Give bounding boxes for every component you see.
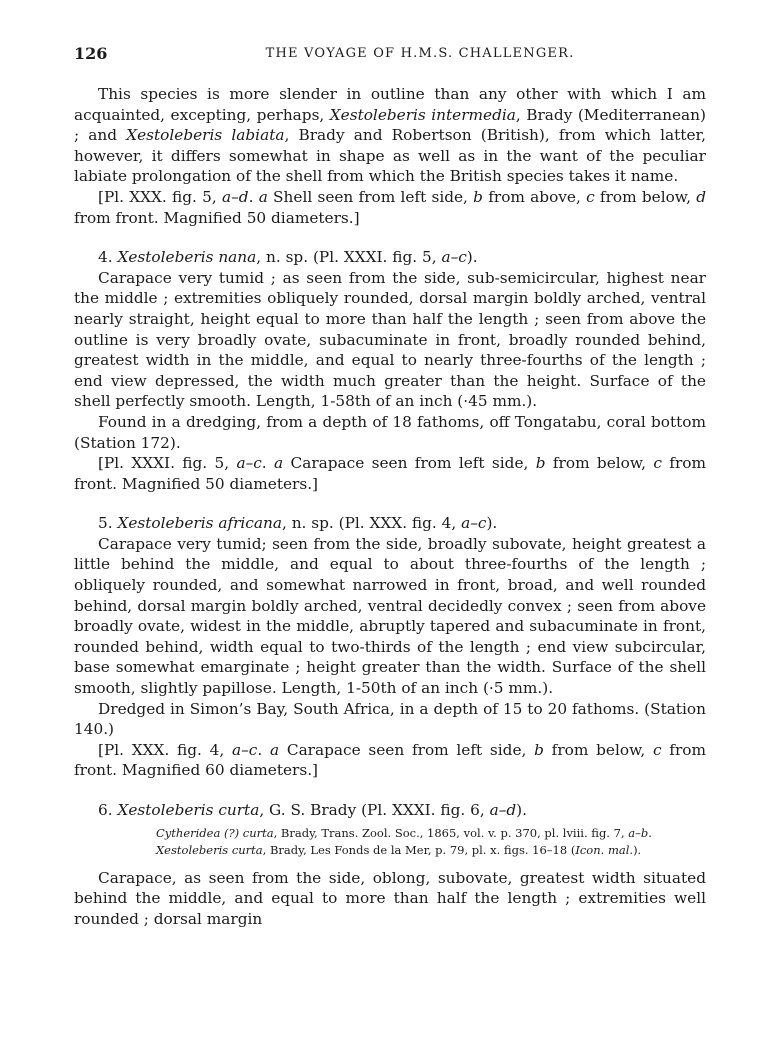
species-5-heading: 5. Xestoleberis africana, n. sp. (Pl. XXX. fig. 4, a–c). [98, 514, 498, 533]
species-5-description: Carapace very tumid; seen from the side, broadly subovate, height greatest a little behind the middle, and equal to about three-fourths of the length ; obliquely rounded, and somewhat narrowed in front, broad, and well rounded behind, dorsal margin boldly arched, ventral decidedly convex ; seen from above broadly ovate, widest in the middle, abruptly tapered and subacuminate in front, rounded behind, width equal to two-thirds of the length ; end view subcircular, base somewhat emarginate ; height greater than the width. Surface of the shell smooth, slightly papillose. Length, 1-50th of an inch (·5 mm.). [74, 534, 706, 698]
running-header [74, 44, 706, 68]
synonymy-line-1: Cytheridea (?) curta, Brady, Trans. Zool. Soc., 1865, vol. v. p. 370, pl. lviii. fig. 7, a–b. [156, 825, 652, 840]
plate-reference-species-5: [Pl. XXX. fig. 4, a–c. a Carapace seen from left side, b from below, c from front. Magnified 60 diameters.] [74, 740, 706, 780]
species-6-description: Carapace, as seen from the side, oblong, subovate, greatest width situated behind the middle, and equal to more than half the length ; extremities well rounded ; dorsal margin [74, 868, 706, 928]
species-4-heading: 4. Xestoleberis nana, n. sp. (Pl. XXXI. fig. 5, a–c). [98, 248, 478, 267]
species-4-locality: Found in a dredging, from a depth of 18 fathoms, off Tongatabu, coral bottom (Station 172). [74, 412, 706, 452]
page-number: 126 [74, 44, 108, 63]
species-4-description: Carapace very tumid ; as seen from the side, sub-semicircular, highest near the middle ; extremities obliquely rounded, dorsal margin boldly arched, ventral nearly straight, height equal to more than half the length ; seen from above the outline is very broadly ovate, subacuminate in front, broadly rounded behind, greatest width in the middle, and equal to nearly three-fourths of the length ; end view depressed, the width much greater than the height. Surface of the shell perfectly smooth. Length, 1-58th of an inch (·45 mm.). [74, 268, 706, 411]
intro-paragraph: This species is more slender in outline than any other with which I am acquainted, excepting, perhaps, Xestoleberis intermedia, Brady (Mediterranean) ; and Xestoleberis labiata, Brady and Robertson (British), from which latter, however, it differs somewhat in shape as well as in the want of the peculiar labiate prolongation of the shell from which the British species takes it name. [74, 85, 706, 186]
species-6-heading: 6. Xestoleberis curta, G. S. Brady (Pl. XXXI. fig. 6, a–d). [98, 801, 527, 819]
page [74, 44, 706, 929]
synonymy-line-2: Xestoleberis curta, Brady, Les Fonds de la Mer, p. 79, pl. x. figs. 16–18 (Icon. mal.). [156, 842, 642, 857]
species-5-locality: Dredged in Simon’s Bay, South Africa, in a depth of 15 to 20 fathoms. (Station 140.) [74, 699, 706, 739]
plate-reference-intro: [Pl. XXX. fig. 5, a–d. a Shell seen from left side, b from above, c from below, d from front. Magnified 50 diameters.] [74, 187, 706, 227]
running-head-title: THE VOYAGE OF H.M.S. CHALLENGER. [265, 46, 575, 61]
plate-reference-species-4: [Pl. XXXI. fig. 5, a–c. a Carapace seen from left side, b from below, c from front. Magnified 50 diameters.] [74, 454, 706, 493]
